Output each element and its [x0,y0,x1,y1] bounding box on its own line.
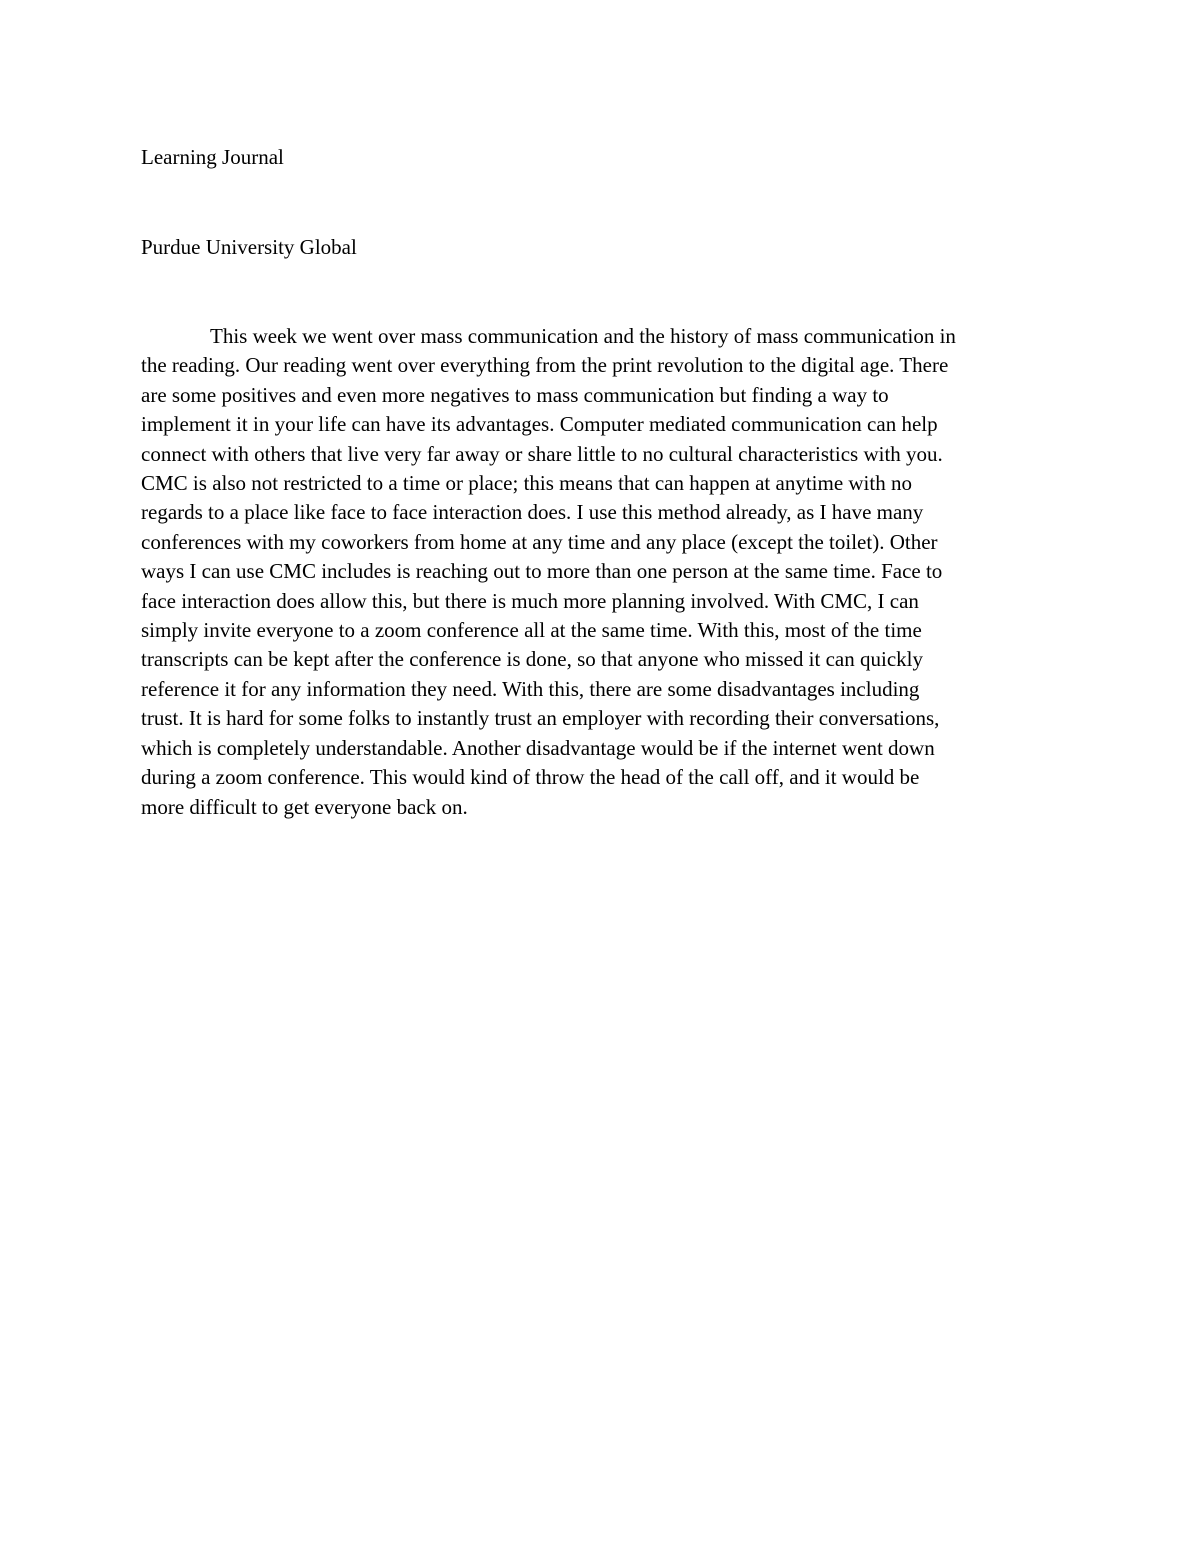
paragraph-line: transcripts can be kept after the conference is done, so that anyone who missed it can quickly [141,647,923,672]
paragraph-line: conferences with my coworkers from home at any time and any place (except the toilet). Other [141,529,938,554]
paragraph-line: connect with others that live very far away or share little to no cultural characteristics with you. [141,441,943,466]
institution-name: Purdue University Global [141,235,357,259]
paragraph-line: which is completely understandable. Another disadvantage would be if the internet went down [141,735,935,760]
paragraph-line: CMC is also not restricted to a time or place; this means that can happen at anytime with no [141,471,912,496]
paragraph-line: during a zoom conference. This would kind of throw the head of the call off, and it would be [141,765,920,790]
paragraph-line: face interaction does allow this, but there is much more planning involved. With CMC, I can [141,588,919,613]
paragraph-line: ways I can use CMC includes is reaching out to more than one person at the same time. Face to [141,559,943,584]
paragraph-line: trust. It is hard for some folks to instantly trust an employer with recording their conversations, [141,706,940,731]
paragraph-line: regards to a place like face to face interaction does. I use this method already, as I have many [141,500,924,525]
paragraph-line: more difficult to get everyone back on. [141,794,468,819]
paragraph-line: implement it in your life can have its advantages. Computer mediated communication can help [141,412,938,437]
document-title: Learning Journal [141,145,284,169]
paragraph-line: This week we went over mass communication and the history of mass communication in [210,324,956,348]
paragraph-line: the reading. Our reading went over everything from the print revolution to the digital age. There [141,353,949,378]
paragraph-line: are some positives and even more negatives to mass communication but finding a way to [141,382,889,407]
body-paragraph [141,322,1066,822]
paragraph-line: simply invite everyone to a zoom conference all at the same time. With this, most of the time [141,618,922,643]
paragraph-line: reference it for any information they need. With this, there are some disadvantages including [141,676,920,701]
